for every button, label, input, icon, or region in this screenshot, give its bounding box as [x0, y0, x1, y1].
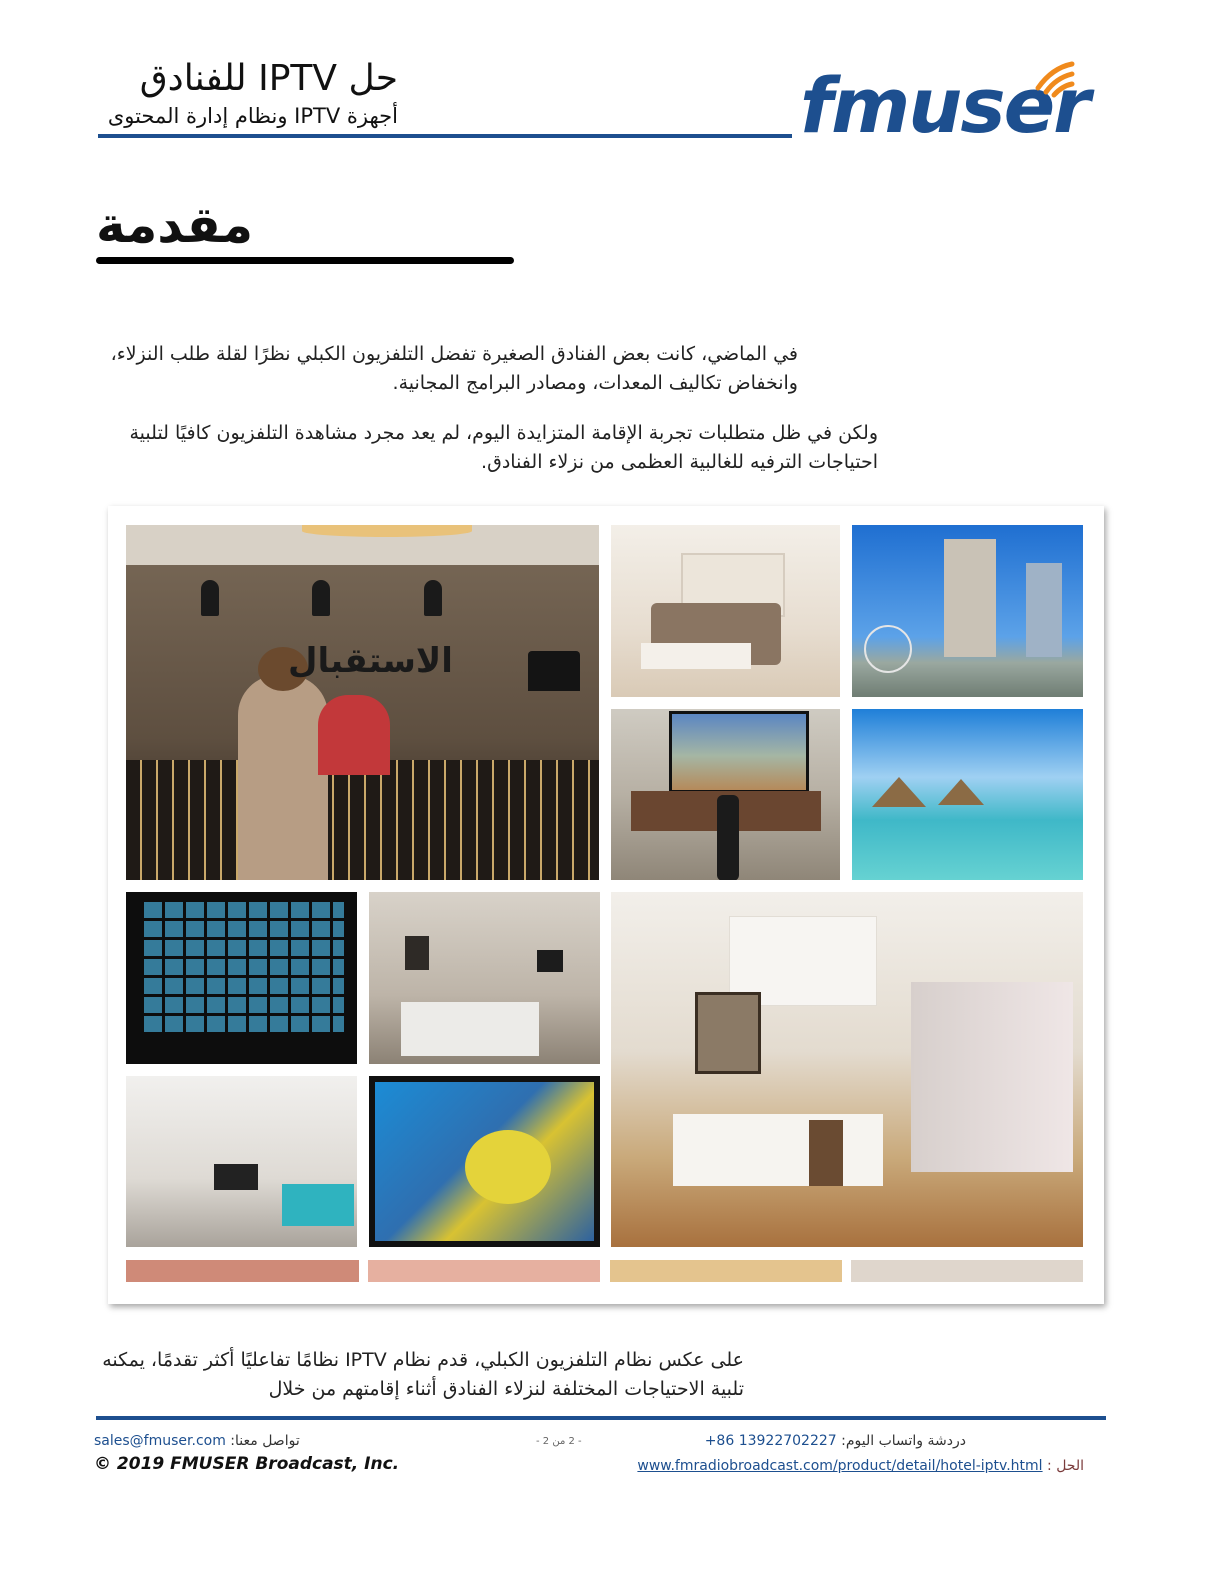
- phone-number[interactable]: +86 13922702227: [704, 1433, 837, 1449]
- tv-remote-photo: [611, 709, 840, 880]
- color-swatch-4: [851, 1260, 1083, 1282]
- page-number: - 2 من 2 -: [536, 1436, 582, 1447]
- copyright: © 2019 FMUSER Broadcast, Inc.: [94, 1454, 400, 1474]
- reception-label: الاستقبال: [288, 641, 453, 681]
- fmuser-logo: [800, 62, 1100, 152]
- tv-channels-photo: [126, 892, 357, 1064]
- url-label: الحل :: [1047, 1458, 1084, 1474]
- header-divider: [98, 134, 792, 138]
- url-link[interactable]: www.fmradiobroadcast.com/product/detail/hotel-iptv.html: [637, 1458, 1043, 1474]
- hotel-photo-collage: [108, 506, 1104, 1304]
- reception-photo: [126, 525, 599, 880]
- intro-paragraph-2: ولكن في ظل متطلبات تجربة الإقامة المتزايدة اليوم، لم يعد مجرد مشاهدة التلفزيون كافيًا لتلبية احتياجات الترفيه للغالبية العظمى من نزلاء الفنادق.: [129, 422, 878, 473]
- logo-text: fmuser: [800, 61, 1089, 150]
- phone-label: دردشة واتساب اليوم:: [841, 1433, 966, 1449]
- suite-photo: [611, 892, 1083, 1247]
- tv-football-photo: [369, 1076, 600, 1247]
- footer-url: [636, 1458, 1084, 1474]
- document-subtitle: أجهزة IPTV ونظام إدارة المحتوى: [107, 104, 398, 128]
- footer-phone: [690, 1433, 966, 1449]
- bedroom-photo-2: [369, 892, 600, 1064]
- color-swatch-1: [126, 1260, 359, 1282]
- color-swatch-2: [368, 1260, 600, 1282]
- section-title: مقدمة: [96, 196, 254, 254]
- resort-water-photo: [852, 709, 1083, 880]
- footer-divider: [96, 1416, 1106, 1420]
- email-label: تواصل معنا:: [230, 1433, 300, 1449]
- section-underline: [96, 257, 514, 264]
- iptv-paragraph: على عكس نظام التلفزيون الكبلي، قدم نظام IPTV نظامًا تفاعليًا أكثر تقدمًا، يمكنه تلبية الاحتياجات المختلفة لنزلاء الفنادق أثناء إقامتهم من خلال: [102, 1349, 744, 1400]
- signal-waves-icon: [1032, 58, 1082, 98]
- bedroom-photo-1: [611, 525, 840, 697]
- bright-room-photo: [126, 1076, 357, 1247]
- document-title: حل IPTV للفنادق: [139, 58, 398, 99]
- color-swatch-3: [610, 1260, 842, 1282]
- intro-paragraph-1: في الماضي، كانت بعض الفنادق الصغيرة تفضل التلفزيون الكبلي نظرًا لقلة طلب النزلاء، وانخفاض تكاليف المعدات، ومصادر البرامج المجانية.: [110, 343, 798, 394]
- footer-contact: [94, 1433, 300, 1449]
- email-link[interactable]: sales@fmuser.com: [94, 1433, 226, 1449]
- city-skyline-photo: [852, 525, 1083, 697]
